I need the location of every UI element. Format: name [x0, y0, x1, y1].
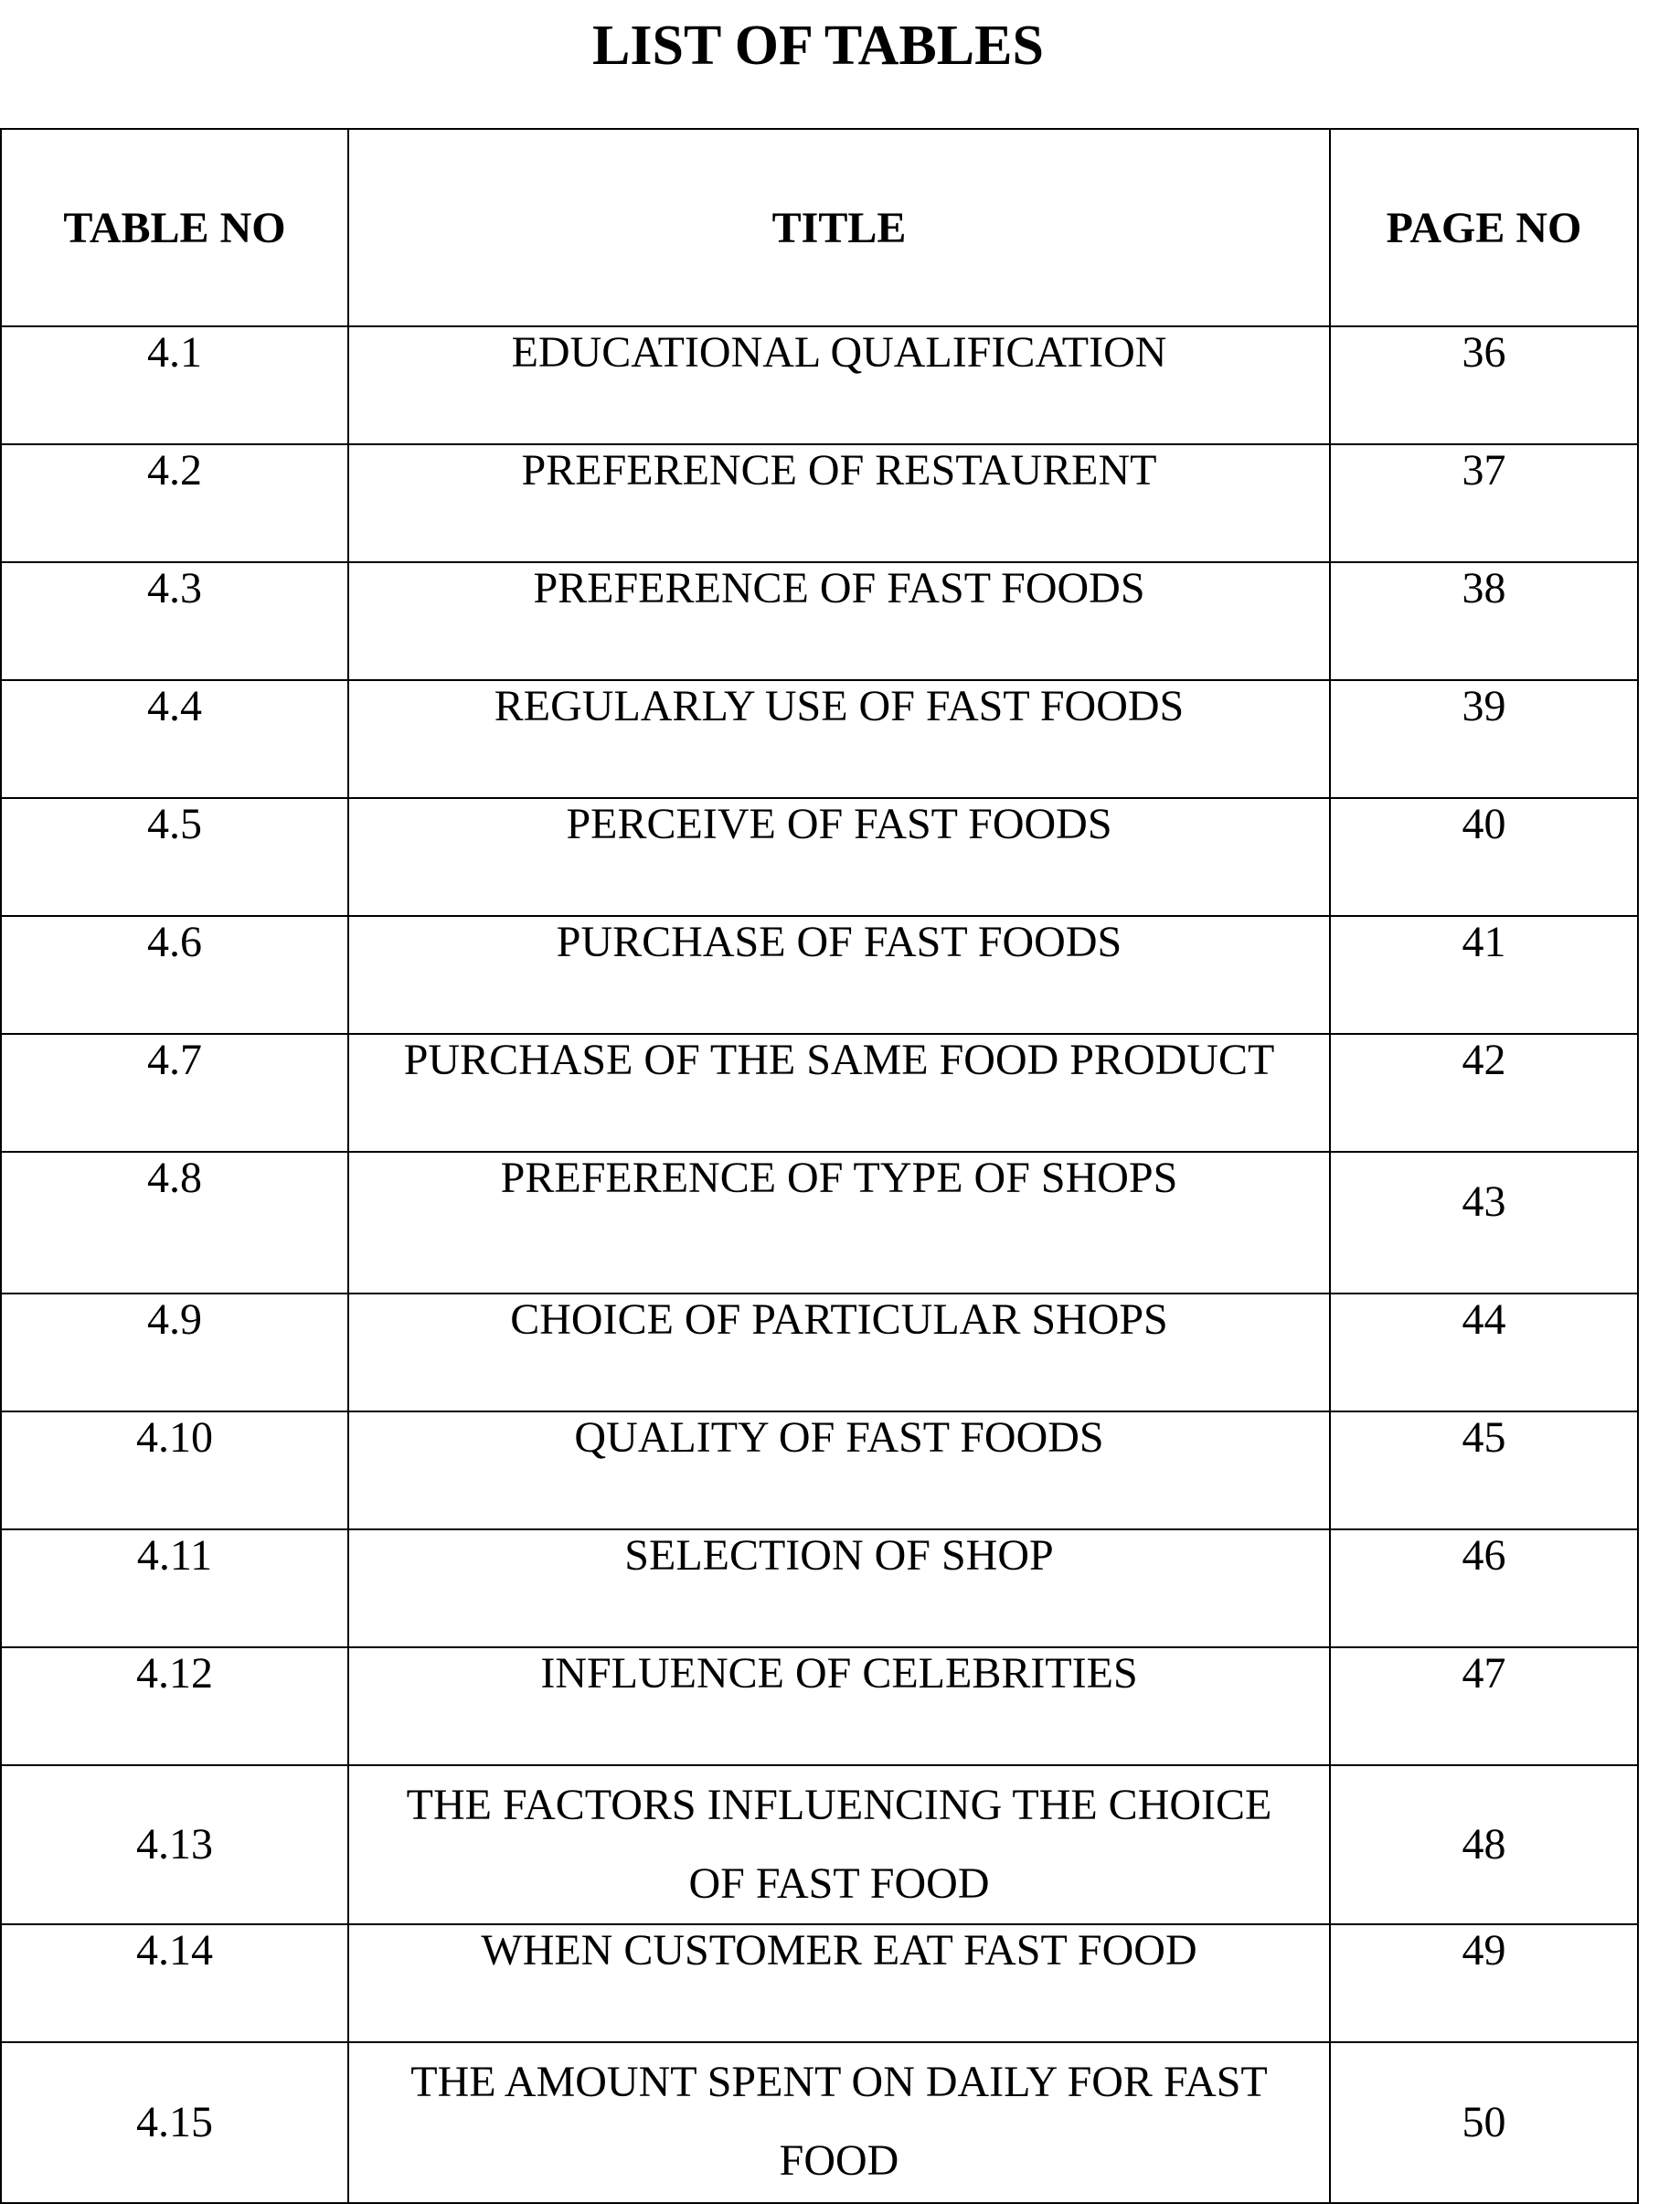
- table-title-cell: [348, 680, 1330, 798]
- page-number-cell: 42: [1330, 1034, 1638, 1152]
- table-number-cell: 4.13: [1, 1765, 348, 1924]
- table-title-line: PURCHASE OF THE SAME FOOD PRODUCT: [403, 1036, 1275, 1084]
- table-number-cell: 4.10: [1, 1411, 348, 1529]
- table-title-cell: [348, 326, 1330, 444]
- table-title-line: WHEN CUSTOMER EAT FAST FOOD: [481, 1926, 1197, 1975]
- table-row: [1, 680, 1638, 798]
- table-number-cell: 4.7: [1, 1034, 348, 1152]
- table-title-line: OF FAST FOOD: [688, 1859, 990, 1908]
- table-body: [1, 326, 1638, 2203]
- table-title-line: PERCEIVE OF FAST FOODS: [566, 800, 1112, 848]
- table-row: [1, 2042, 1638, 2203]
- table-title-line: FOOD: [779, 2136, 899, 2185]
- table-title-line: PREFERENCE OF TYPE OF SHOPS: [500, 1154, 1178, 1202]
- page-number-cell: 46: [1330, 1529, 1638, 1647]
- page-number-cell: 39: [1330, 680, 1638, 798]
- table-row: [1, 1152, 1638, 1294]
- table-row: [1, 1529, 1638, 1647]
- page-number-cell: 36: [1330, 326, 1638, 444]
- header-page-no: PAGE NO: [1330, 129, 1638, 326]
- table-number-cell: 4.2: [1, 444, 348, 562]
- table-title-cell: [348, 1152, 1330, 1294]
- table-title-line: THE FACTORS INFLUENCING THE CHOICE: [406, 1781, 1272, 1829]
- table-header-row: [1, 129, 1638, 326]
- header-title: TITLE: [348, 129, 1330, 326]
- page-number-cell: 49: [1330, 1924, 1638, 2042]
- table-number-cell: 4.8: [1, 1152, 348, 1294]
- table-row: [1, 798, 1638, 916]
- table-number-cell: 4.5: [1, 798, 348, 916]
- page-number-cell: 38: [1330, 562, 1638, 680]
- table-number-cell: 4.15: [1, 2042, 348, 2203]
- page-number-cell: 40: [1330, 798, 1638, 916]
- table-title-line: PREFERENCE OF FAST FOODS: [533, 564, 1145, 612]
- table-number-cell: 4.4: [1, 680, 348, 798]
- table-row: [1, 916, 1638, 1034]
- list-of-tables: [0, 128, 1639, 2204]
- table-row: [1, 1924, 1638, 2042]
- table-title-cell: [348, 1924, 1330, 2042]
- page-number-cell: 41: [1330, 916, 1638, 1034]
- table-title-cell: [348, 1529, 1330, 1647]
- table-number-cell: 4.14: [1, 1924, 348, 2042]
- table-title-cell: [348, 444, 1330, 562]
- table-title-cell: [348, 1411, 1330, 1529]
- table-number-cell: 4.3: [1, 562, 348, 680]
- page-number-cell: 48: [1330, 1765, 1638, 1924]
- table-title-line: INFLUENCE OF CELEBRITIES: [540, 1649, 1138, 1698]
- page-number-cell: 45: [1330, 1411, 1638, 1529]
- table-row: [1, 1294, 1638, 1411]
- page-number-cell: 47: [1330, 1647, 1638, 1765]
- table-row: [1, 326, 1638, 444]
- table-title-line: PURCHASE OF FAST FOODS: [556, 918, 1122, 966]
- table-title-cell: [348, 2042, 1330, 2203]
- table-title-line: PREFERENCE OF RESTAURENT: [521, 446, 1157, 495]
- table-row: [1, 444, 1638, 562]
- table-title-cell: [348, 916, 1330, 1034]
- table-title-cell: [348, 1034, 1330, 1152]
- table-row: [1, 562, 1638, 680]
- table-number-cell: 4.6: [1, 916, 348, 1034]
- table-number-cell: 4.12: [1, 1647, 348, 1765]
- page-number-cell: 37: [1330, 444, 1638, 562]
- table-title-cell: [348, 562, 1330, 680]
- table-number-cell: 4.1: [1, 326, 348, 444]
- table-number-cell: 4.11: [1, 1529, 348, 1647]
- table-number-cell: 4.9: [1, 1294, 348, 1411]
- table-row: [1, 1647, 1638, 1765]
- table-title-line: EDUCATIONAL QUALIFICATION: [511, 328, 1167, 377]
- page-number-cell: 44: [1330, 1294, 1638, 1411]
- header-table-no: TABLE NO: [1, 129, 348, 326]
- page-number-cell: 50: [1330, 2042, 1638, 2203]
- table-title-cell: [348, 1765, 1330, 1924]
- table-title-line: REGULARLY USE OF FAST FOODS: [494, 682, 1185, 730]
- table-title-cell: [348, 798, 1330, 916]
- table-title-line: QUALITY OF FAST FOODS: [574, 1413, 1104, 1462]
- table-title-line: SELECTION OF SHOP: [624, 1531, 1054, 1580]
- table-row: [1, 1411, 1638, 1529]
- table-title-cell: [348, 1294, 1330, 1411]
- table-row: [1, 1765, 1638, 1924]
- page-number-cell: 43: [1330, 1152, 1638, 1294]
- table-title-line: CHOICE OF PARTICULAR SHOPS: [510, 1295, 1168, 1344]
- table-title-cell: [348, 1647, 1330, 1765]
- page-title: LIST OF TABLES: [592, 15, 1044, 77]
- table-title-line: THE AMOUNT SPENT ON DAILY FOR FAST: [410, 2058, 1268, 2106]
- table-row: [1, 1034, 1638, 1152]
